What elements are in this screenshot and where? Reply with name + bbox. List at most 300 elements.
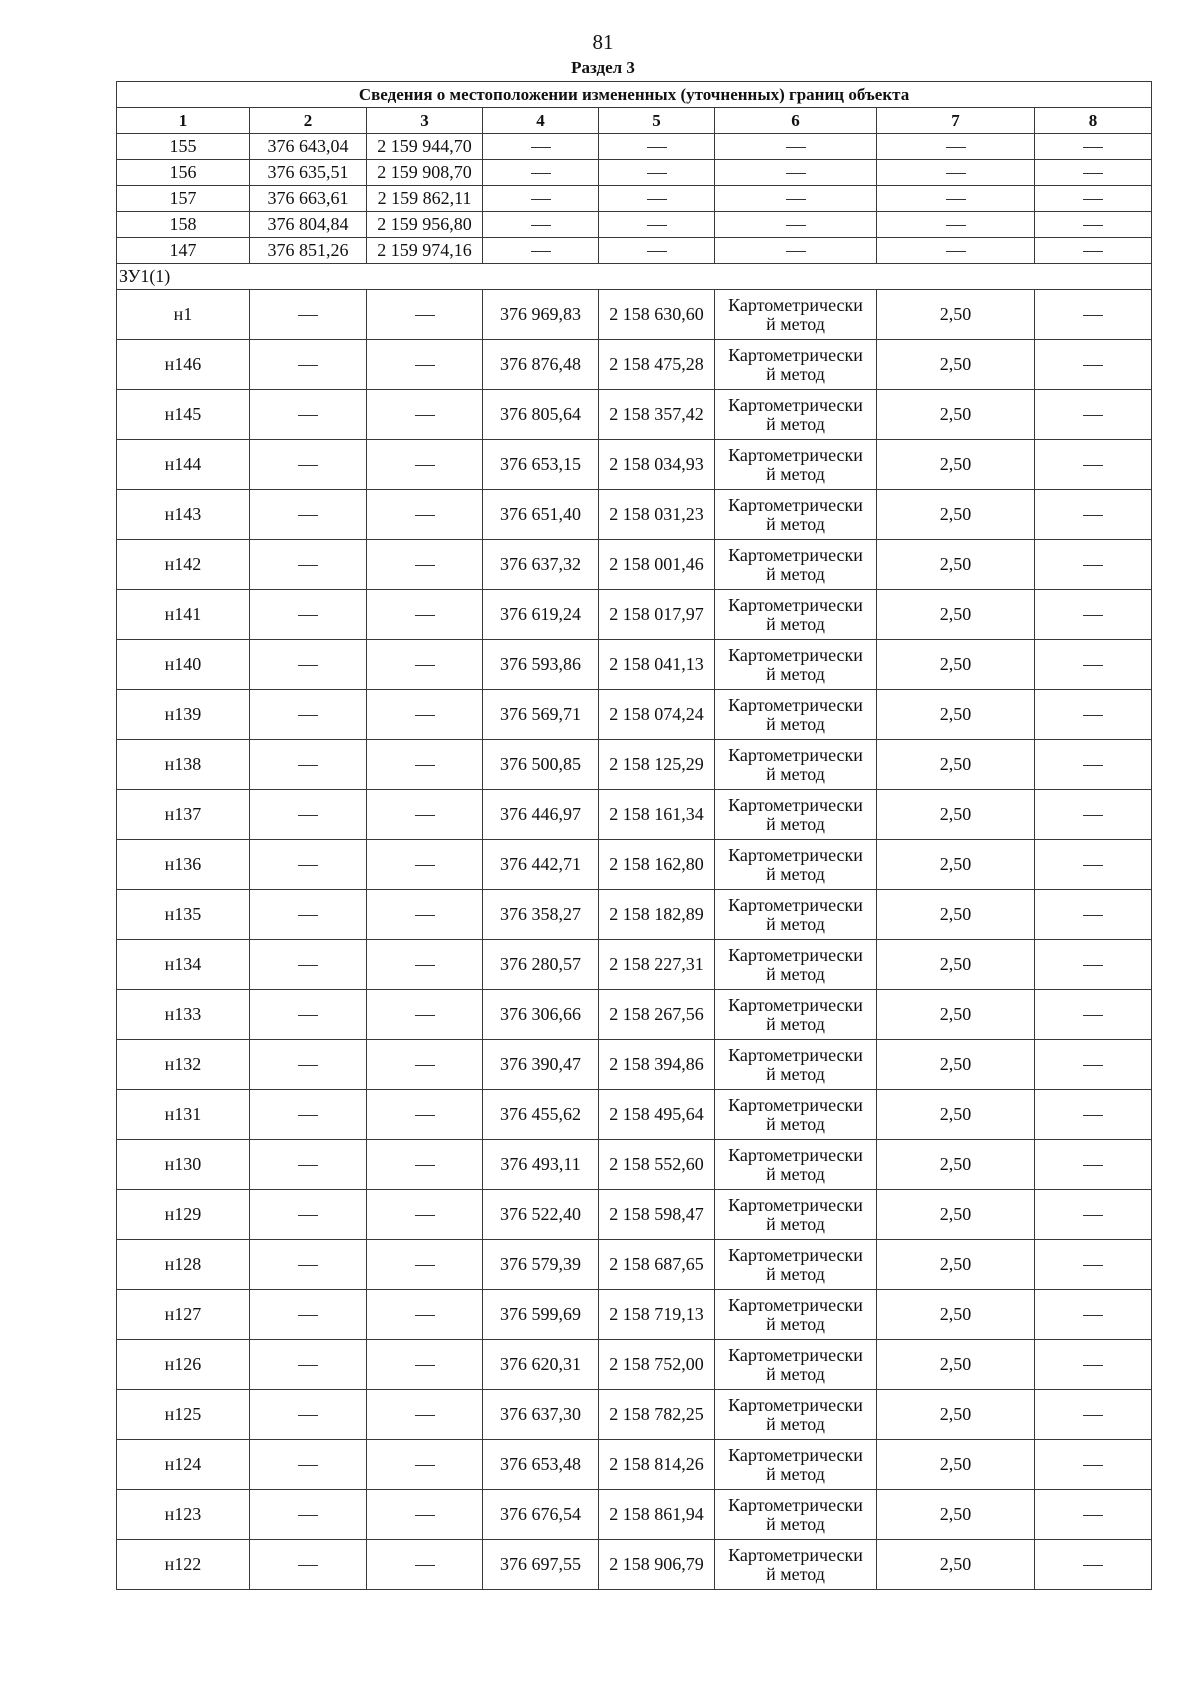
dash-glyph — [1083, 1365, 1103, 1366]
table-row — [117, 1090, 1152, 1140]
method-cell: Картометрически й метод — [715, 1540, 877, 1590]
table-cell: 2,50 — [877, 1040, 1035, 1090]
method-cell: Картометрически й метод — [715, 1490, 877, 1540]
empty-value-dash — [1035, 186, 1152, 212]
empty-value-dash — [1035, 160, 1152, 186]
empty-value-dash — [250, 1090, 367, 1140]
dash-glyph — [298, 815, 318, 816]
table-cell: 376 306,66 — [483, 990, 599, 1040]
dash-glyph — [1083, 865, 1103, 866]
empty-value-dash — [250, 740, 367, 790]
empty-value-dash — [599, 186, 715, 212]
table-cell: 2 158 162,80 — [599, 840, 715, 890]
dash-glyph — [415, 1215, 435, 1216]
dash-glyph — [1083, 765, 1103, 766]
table-cell: н140 — [117, 640, 250, 690]
dash-glyph — [647, 199, 667, 200]
empty-value-dash — [1035, 1140, 1152, 1190]
method-cell: Картометрически й метод — [715, 1240, 877, 1290]
table-cell: 2 159 862,11 — [367, 186, 483, 212]
empty-value-dash — [250, 590, 367, 640]
table-cell: 376 876,48 — [483, 340, 599, 390]
table-cell: 2 158 074,24 — [599, 690, 715, 740]
dash-glyph — [1083, 715, 1103, 716]
dash-glyph — [298, 1265, 318, 1266]
empty-value-dash — [877, 134, 1035, 160]
method-cell: Картометрически й метод — [715, 590, 877, 640]
table-cell: 376 635,51 — [250, 160, 367, 186]
group-label-row — [117, 264, 1152, 290]
table-row — [117, 238, 1152, 264]
table-row — [117, 590, 1152, 640]
table-cell: 2 158 906,79 — [599, 1540, 715, 1590]
empty-value-dash — [367, 590, 483, 640]
empty-value-dash — [367, 1140, 483, 1190]
dash-glyph — [415, 865, 435, 866]
table-cell: 2,50 — [877, 740, 1035, 790]
dash-glyph — [298, 1365, 318, 1366]
empty-value-dash — [1035, 440, 1152, 490]
empty-value-dash — [599, 134, 715, 160]
empty-value-dash — [877, 160, 1035, 186]
table-row — [117, 186, 1152, 212]
table-cell: 2,50 — [877, 540, 1035, 590]
page-number: 81 — [592, 30, 614, 54]
method-cell: Картометрически й метод — [715, 390, 877, 440]
empty-value-dash — [367, 740, 483, 790]
table-row — [117, 490, 1152, 540]
dash-glyph — [298, 365, 318, 366]
table-cell: н142 — [117, 540, 250, 590]
table-row — [117, 1540, 1152, 1590]
dash-glyph — [298, 515, 318, 516]
empty-value-dash — [250, 640, 367, 690]
empty-value-dash — [1035, 1090, 1152, 1140]
table-cell: н129 — [117, 1190, 250, 1240]
dash-glyph — [298, 915, 318, 916]
empty-value-dash — [367, 790, 483, 840]
table-cell: 2,50 — [877, 790, 1035, 840]
dash-glyph — [1083, 465, 1103, 466]
dash-glyph — [415, 715, 435, 716]
method-cell: Картометрически й метод — [715, 1390, 877, 1440]
table-cell: 376 805,64 — [483, 390, 599, 440]
empty-value-dash — [367, 340, 483, 390]
table-cell: 2,50 — [877, 340, 1035, 390]
dash-glyph — [786, 251, 806, 252]
method-cell: Картометрически й метод — [715, 1090, 877, 1140]
dash-glyph — [531, 225, 551, 226]
dash-glyph — [298, 315, 318, 316]
empty-value-dash — [1035, 1240, 1152, 1290]
table-cell: 2 158 782,25 — [599, 1390, 715, 1440]
table-cell: 376 697,55 — [483, 1540, 599, 1590]
table-cell: 2,50 — [877, 1090, 1035, 1140]
table-cell: 2,50 — [877, 1190, 1035, 1240]
table-cell: 376 653,15 — [483, 440, 599, 490]
table-cell: 2 158 719,13 — [599, 1290, 715, 1340]
method-cell: Картометрически й метод — [715, 1040, 877, 1090]
empty-value-dash — [250, 1390, 367, 1440]
empty-value-dash — [1035, 1040, 1152, 1090]
dash-glyph — [298, 1065, 318, 1066]
table-cell: н141 — [117, 590, 250, 640]
dash-glyph — [1083, 665, 1103, 666]
table-cell: 376 455,62 — [483, 1090, 599, 1140]
table-cell: 376 676,54 — [483, 1490, 599, 1540]
dash-glyph — [1083, 1315, 1103, 1316]
table-cell: 2,50 — [877, 990, 1035, 1040]
empty-value-dash — [877, 238, 1035, 264]
empty-value-dash — [367, 690, 483, 740]
empty-value-dash — [1035, 134, 1152, 160]
table-cell: н145 — [117, 390, 250, 440]
dash-glyph — [531, 251, 551, 252]
table-cell: н126 — [117, 1340, 250, 1390]
empty-value-dash — [367, 490, 483, 540]
dash-glyph — [415, 515, 435, 516]
table-cell: 2,50 — [877, 1340, 1035, 1390]
table-row — [117, 940, 1152, 990]
table-cell: 2 158 182,89 — [599, 890, 715, 940]
dash-glyph — [1083, 1415, 1103, 1416]
empty-value-dash — [250, 440, 367, 490]
table-cell: н137 — [117, 790, 250, 840]
table-cell: 2,50 — [877, 390, 1035, 440]
column-number-header: 2 — [250, 108, 367, 134]
method-cell: Картометрически й метод — [715, 490, 877, 540]
empty-value-dash — [1035, 340, 1152, 390]
table-row — [117, 160, 1152, 186]
table-row — [117, 290, 1152, 340]
dash-glyph — [298, 1515, 318, 1516]
column-number-header: 6 — [715, 108, 877, 134]
table-cell: 376 599,69 — [483, 1290, 599, 1340]
table-cell: 2 158 598,47 — [599, 1190, 715, 1240]
table-cell: 376 637,32 — [483, 540, 599, 590]
dash-glyph — [415, 615, 435, 616]
table-cell: 2,50 — [877, 890, 1035, 940]
dash-glyph — [946, 225, 966, 226]
table-cell: 2 158 495,64 — [599, 1090, 715, 1140]
empty-value-dash — [1035, 890, 1152, 940]
empty-value-dash — [367, 940, 483, 990]
dash-glyph — [647, 225, 667, 226]
table-cell: 157 — [117, 186, 250, 212]
group-label: ЗУ1(1) — [117, 264, 1152, 290]
dash-glyph — [298, 715, 318, 716]
empty-value-dash — [1035, 1490, 1152, 1540]
dash-glyph — [298, 965, 318, 966]
method-cell: Картометрически й метод — [715, 690, 877, 740]
table-cell: 2 158 227,31 — [599, 940, 715, 990]
dash-glyph — [415, 565, 435, 566]
empty-value-dash — [715, 212, 877, 238]
table-cell: 376 569,71 — [483, 690, 599, 740]
dash-glyph — [1083, 1015, 1103, 1016]
dash-glyph — [298, 865, 318, 866]
empty-value-dash — [1035, 590, 1152, 640]
table-cell: 376 663,61 — [250, 186, 367, 212]
empty-value-dash — [483, 186, 599, 212]
empty-value-dash — [1035, 540, 1152, 590]
empty-value-dash — [877, 212, 1035, 238]
empty-value-dash — [250, 390, 367, 440]
table-cell: 2,50 — [877, 840, 1035, 890]
table-cell: 376 619,24 — [483, 590, 599, 640]
dash-glyph — [415, 915, 435, 916]
table-cell: 2 158 034,93 — [599, 440, 715, 490]
empty-value-dash — [367, 640, 483, 690]
table-cell: н127 — [117, 1290, 250, 1340]
empty-value-dash — [250, 1290, 367, 1340]
empty-value-dash — [1035, 1340, 1152, 1390]
dash-glyph — [415, 1465, 435, 1466]
empty-value-dash — [367, 990, 483, 1040]
dash-glyph — [1083, 1165, 1103, 1166]
table-cell: 2 158 475,28 — [599, 340, 715, 390]
table-cell: 2 158 017,97 — [599, 590, 715, 640]
empty-value-dash — [1035, 990, 1152, 1040]
table-caption: Сведения о местоположении измененных (уточненных) границ объекта — [117, 82, 1152, 108]
empty-value-dash — [483, 238, 599, 264]
empty-value-dash — [367, 890, 483, 940]
table-row — [117, 640, 1152, 690]
column-number-header: 3 — [367, 108, 483, 134]
table-cell: н134 — [117, 940, 250, 990]
dash-glyph — [415, 815, 435, 816]
table-cell: 2 158 752,00 — [599, 1340, 715, 1390]
dash-glyph — [1083, 1115, 1103, 1116]
method-cell: Картометрически й метод — [715, 1190, 877, 1240]
empty-value-dash — [367, 1090, 483, 1140]
table-row — [117, 1040, 1152, 1090]
dash-glyph — [1083, 225, 1103, 226]
dash-glyph — [1083, 1515, 1103, 1516]
empty-value-dash — [250, 840, 367, 890]
dash-glyph — [1083, 1465, 1103, 1466]
empty-value-dash — [367, 1040, 483, 1090]
table-cell: 2,50 — [877, 1390, 1035, 1440]
dash-glyph — [1083, 1215, 1103, 1216]
table-caption-row — [117, 82, 1152, 108]
table-row — [117, 390, 1152, 440]
table-row — [117, 690, 1152, 740]
dash-glyph — [531, 199, 551, 200]
empty-value-dash — [250, 1190, 367, 1240]
table-cell: 2 159 974,16 — [367, 238, 483, 264]
table-cell: н133 — [117, 990, 250, 1040]
empty-value-dash — [1035, 290, 1152, 340]
dash-glyph — [1083, 915, 1103, 916]
dash-glyph — [415, 765, 435, 766]
dash-glyph — [298, 615, 318, 616]
table-cell: н144 — [117, 440, 250, 490]
dash-glyph — [531, 173, 551, 174]
empty-value-dash — [599, 212, 715, 238]
dash-glyph — [786, 173, 806, 174]
empty-value-dash — [367, 290, 483, 340]
empty-value-dash — [1035, 640, 1152, 690]
table-cell: 2,50 — [877, 1240, 1035, 1290]
table-cell: 376 653,48 — [483, 1440, 599, 1490]
dash-glyph — [1083, 615, 1103, 616]
dash-glyph — [647, 173, 667, 174]
method-cell: Картометрически й метод — [715, 740, 877, 790]
empty-value-dash — [1035, 940, 1152, 990]
empty-value-dash — [1035, 1190, 1152, 1240]
table-cell: 376 804,84 — [250, 212, 367, 238]
method-cell: Картометрически й метод — [715, 940, 877, 990]
table-cell: 2 158 630,60 — [599, 290, 715, 340]
boundary-coordinates-table — [116, 81, 1152, 1590]
table-cell: 2,50 — [877, 1490, 1035, 1540]
dash-glyph — [298, 1415, 318, 1416]
table-cell: 2 159 956,80 — [367, 212, 483, 238]
table-cell: 2,50 — [877, 290, 1035, 340]
empty-value-dash — [1035, 1540, 1152, 1590]
table-row — [117, 1440, 1152, 1490]
table-cell: 376 620,31 — [483, 1340, 599, 1390]
table-cell: 376 651,40 — [483, 490, 599, 540]
table-cell: 2 158 267,56 — [599, 990, 715, 1040]
empty-value-dash — [250, 1440, 367, 1490]
column-number-header: 7 — [877, 108, 1035, 134]
empty-value-dash — [1035, 690, 1152, 740]
table-cell: 2,50 — [877, 1540, 1035, 1590]
section-title: Раздел 3 — [571, 58, 635, 77]
table-row — [117, 1240, 1152, 1290]
table-cell: 376 493,11 — [483, 1140, 599, 1190]
table-cell: н131 — [117, 1090, 250, 1140]
dash-glyph — [1083, 147, 1103, 148]
table-row — [117, 540, 1152, 590]
empty-value-dash — [367, 1390, 483, 1440]
table-cell: н139 — [117, 690, 250, 740]
table-cell: н138 — [117, 740, 250, 790]
empty-value-dash — [367, 840, 483, 890]
table-cell: 376 643,04 — [250, 134, 367, 160]
table-row — [117, 1340, 1152, 1390]
empty-value-dash — [715, 186, 877, 212]
dash-glyph — [1083, 365, 1103, 366]
dash-glyph — [1083, 1065, 1103, 1066]
table-cell: 2 158 552,60 — [599, 1140, 715, 1190]
table-cell: 376 280,57 — [483, 940, 599, 990]
empty-value-dash — [367, 1540, 483, 1590]
table-cell: 2,50 — [877, 940, 1035, 990]
empty-value-dash — [250, 540, 367, 590]
dash-glyph — [415, 1565, 435, 1566]
table-cell: 2 158 394,86 — [599, 1040, 715, 1090]
empty-value-dash — [367, 1290, 483, 1340]
empty-value-dash — [367, 1240, 483, 1290]
table-row — [117, 1290, 1152, 1340]
table-cell: н125 — [117, 1390, 250, 1440]
dash-glyph — [415, 965, 435, 966]
dash-glyph — [298, 1015, 318, 1016]
table-cell: 2 159 908,70 — [367, 160, 483, 186]
empty-value-dash — [367, 1490, 483, 1540]
table-cell: 156 — [117, 160, 250, 186]
method-cell: Картометрически й метод — [715, 1290, 877, 1340]
column-numbers-row — [117, 108, 1152, 134]
method-cell: Картометрически й метод — [715, 890, 877, 940]
table-cell: 2 158 161,34 — [599, 790, 715, 840]
dash-glyph — [786, 199, 806, 200]
table-row — [117, 790, 1152, 840]
dash-glyph — [1083, 199, 1103, 200]
dash-glyph — [415, 365, 435, 366]
dash-glyph — [298, 1165, 318, 1166]
method-cell: Картометрически й метод — [715, 340, 877, 390]
table-row — [117, 212, 1152, 238]
dash-glyph — [298, 1215, 318, 1216]
empty-value-dash — [715, 134, 877, 160]
method-cell: Картометрически й метод — [715, 540, 877, 590]
table-cell: н135 — [117, 890, 250, 940]
table-cell: н1 — [117, 290, 250, 340]
dash-glyph — [415, 1415, 435, 1416]
column-number-header: 5 — [599, 108, 715, 134]
method-cell: Картометрически й метод — [715, 990, 877, 1040]
empty-value-dash — [250, 1040, 367, 1090]
empty-value-dash — [877, 186, 1035, 212]
dash-glyph — [415, 665, 435, 666]
table-row — [117, 740, 1152, 790]
dash-glyph — [415, 1365, 435, 1366]
table-cell: 2 158 861,94 — [599, 1490, 715, 1540]
empty-value-dash — [250, 990, 367, 1040]
empty-value-dash — [483, 160, 599, 186]
empty-value-dash — [250, 1240, 367, 1290]
empty-value-dash — [250, 1140, 367, 1190]
dash-glyph — [415, 465, 435, 466]
table-cell: 2,50 — [877, 1290, 1035, 1340]
dash-glyph — [786, 147, 806, 148]
dash-glyph — [946, 147, 966, 148]
dash-glyph — [1083, 173, 1103, 174]
dash-glyph — [1083, 415, 1103, 416]
empty-value-dash — [1035, 1290, 1152, 1340]
empty-value-dash — [1035, 740, 1152, 790]
table-cell: н123 — [117, 1490, 250, 1540]
table-cell: 376 851,26 — [250, 238, 367, 264]
empty-value-dash — [715, 238, 877, 264]
table-body — [117, 82, 1152, 1590]
dash-glyph — [531, 147, 551, 148]
dash-glyph — [1083, 515, 1103, 516]
method-cell: Картометрически й метод — [715, 1340, 877, 1390]
dash-glyph — [1083, 315, 1103, 316]
dash-glyph — [946, 173, 966, 174]
table-cell: 376 358,27 — [483, 890, 599, 940]
method-cell: Картометрически й метод — [715, 790, 877, 840]
method-cell: Картометрически й метод — [715, 290, 877, 340]
table-cell: 147 — [117, 238, 250, 264]
method-cell: Картометрически й метод — [715, 1140, 877, 1190]
method-cell: Картометрически й метод — [715, 640, 877, 690]
table-cell: н146 — [117, 340, 250, 390]
empty-value-dash — [250, 1490, 367, 1540]
dash-glyph — [647, 147, 667, 148]
table-cell: 158 — [117, 212, 250, 238]
dash-glyph — [647, 251, 667, 252]
dash-glyph — [415, 1315, 435, 1316]
empty-value-dash — [1035, 790, 1152, 840]
dash-glyph — [1083, 965, 1103, 966]
table-cell: 2,50 — [877, 590, 1035, 640]
